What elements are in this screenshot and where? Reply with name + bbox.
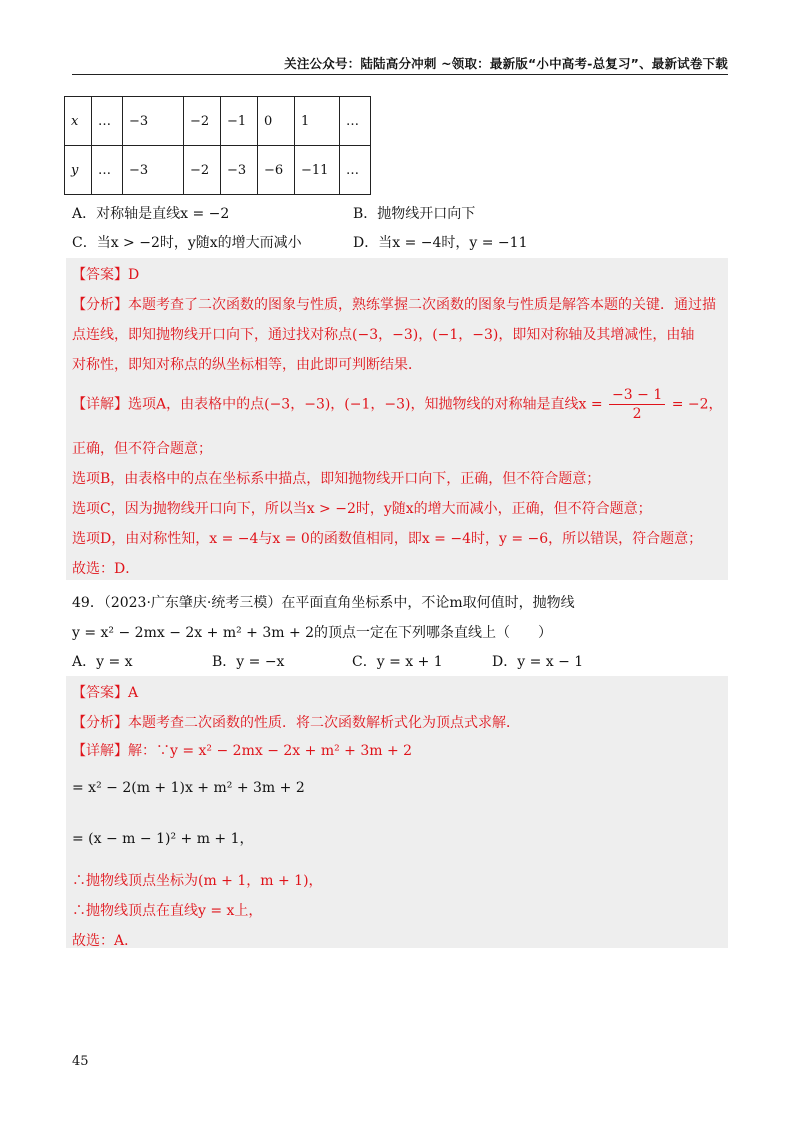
page-number: 45 (72, 1054, 89, 1069)
q48-answer: 【答案】D (72, 267, 140, 283)
table-cell: … (92, 146, 123, 195)
page-header (72, 52, 728, 75)
table-cell: x (65, 97, 92, 146)
q49-detail-line: ∴抛物线顶点坐标为(m + 1，m + 1)， (72, 873, 323, 889)
q48-detail-line: 故选：D． (72, 561, 140, 577)
q48-option-d: D．当x = −4时，y = −11 (353, 235, 528, 251)
q49-detail-line: 故选：A． (72, 933, 139, 949)
q49-option-a: A．y = x (72, 654, 133, 670)
table-cell: … (340, 146, 371, 195)
q49-detail-line: 【详解】解：∵y = x² − 2mx − 2x + m² + 3m + 2 (72, 743, 413, 759)
q48-detail-line: 选项C，因为抛物线开口向下，所以当x > −2时，y随x的增大而减小，正确，但不符合题意； (72, 501, 652, 517)
table-cell: −2 (184, 146, 221, 195)
q48-detail-line: 正确，但不符合题意； (72, 441, 212, 457)
table-cell: −11 (295, 146, 340, 195)
q48-analysis-line: 【分析】本题考查了二次函数的图象与性质，熟练掌握二次函数的图象与性质是解答本题的关键．通过描 (72, 297, 716, 313)
q48-option-b: B．抛物线开口向下 (353, 206, 476, 222)
table-cell: y (65, 146, 92, 195)
table-cell: 1 (295, 97, 340, 146)
table-cell: … (340, 97, 371, 146)
table-cell: −3 (123, 146, 184, 195)
table-cell: −6 (258, 146, 295, 195)
q49-option-c: C．y = x + 1 (352, 654, 443, 670)
q49-detail-line: = x² − 2(m + 1)x + m² + 3m + 2 (72, 780, 305, 796)
q49-analysis-line: 【分析】本题考查二次函数的性质．将二次函数解析式化为顶点式求解． (72, 715, 520, 731)
q48-option-c: C．当x > −2时，y随x的增大而减小 (72, 235, 302, 251)
table-row-x (65, 97, 371, 146)
q48-detail-text: = −2， (671, 396, 723, 413)
q49-option-b: B．y = −x (212, 654, 285, 670)
q48-detail-line (72, 386, 723, 423)
q48-detail-line: 选项D，由对称性知，x = −4与x = 0的函数值相同，即x = −4时，y = −6，所以错误，符合题意； (72, 531, 703, 547)
q49-detail-line: ∴抛物线顶点在直线y = x上， (72, 903, 263, 919)
table-cell: −2 (184, 97, 221, 146)
value-table (64, 96, 371, 195)
symmetry-fraction (609, 386, 665, 423)
q49-detail-line: = (x − m − 1)² + m + 1， (72, 831, 254, 847)
q48-detail-line: 选项B，由表格中的点在坐标系中描点，即知抛物线开口向下，正确，但不符合题意； (72, 471, 601, 487)
header-text: 关注公众号：陆陆高分冲刺 ~领取：最新版“小中高考-总复习”、最新试卷下载 (284, 56, 728, 71)
q48-option-a: A．对称轴是直线x = −2 (72, 206, 230, 222)
q48-analysis-line: 点连线，即知抛物线开口向下，通过找对称点(−3，−3)，(−1，−3)，即知对称轴及其增减性，由轴 (72, 327, 695, 343)
table-row-y (65, 146, 371, 195)
q48-detail-text: 【详解】选项A，由表格中的点(−3，−3)，(−1，−3)，知抛物线的对称轴是直线x = (72, 396, 603, 413)
table-cell: −3 (221, 146, 258, 195)
fraction-numerator: −3 − 1 (609, 386, 665, 405)
fraction-denominator: 2 (632, 406, 642, 422)
table-cell: 0 (258, 97, 295, 146)
q49-option-d: D．y = x − 1 (492, 654, 584, 670)
q49-stem-line: y = x² − 2mx − 2x + m² + 3m + 2的顶点一定在下列哪条直线上（ ） (72, 625, 553, 641)
table-cell: −1 (221, 97, 258, 146)
table-cell: −3 (123, 97, 184, 146)
q49-stem-line: 49．（2023·广东肇庆·统考三模）在平面直角坐标系中，不论m取何值时，抛物线 (72, 595, 575, 611)
table-cell: … (92, 97, 123, 146)
q49-answer: 【答案】A (72, 685, 139, 701)
q48-analysis-line: 对称性，即知对称点的纵坐标相等，由此即可判断结果． (72, 357, 422, 373)
